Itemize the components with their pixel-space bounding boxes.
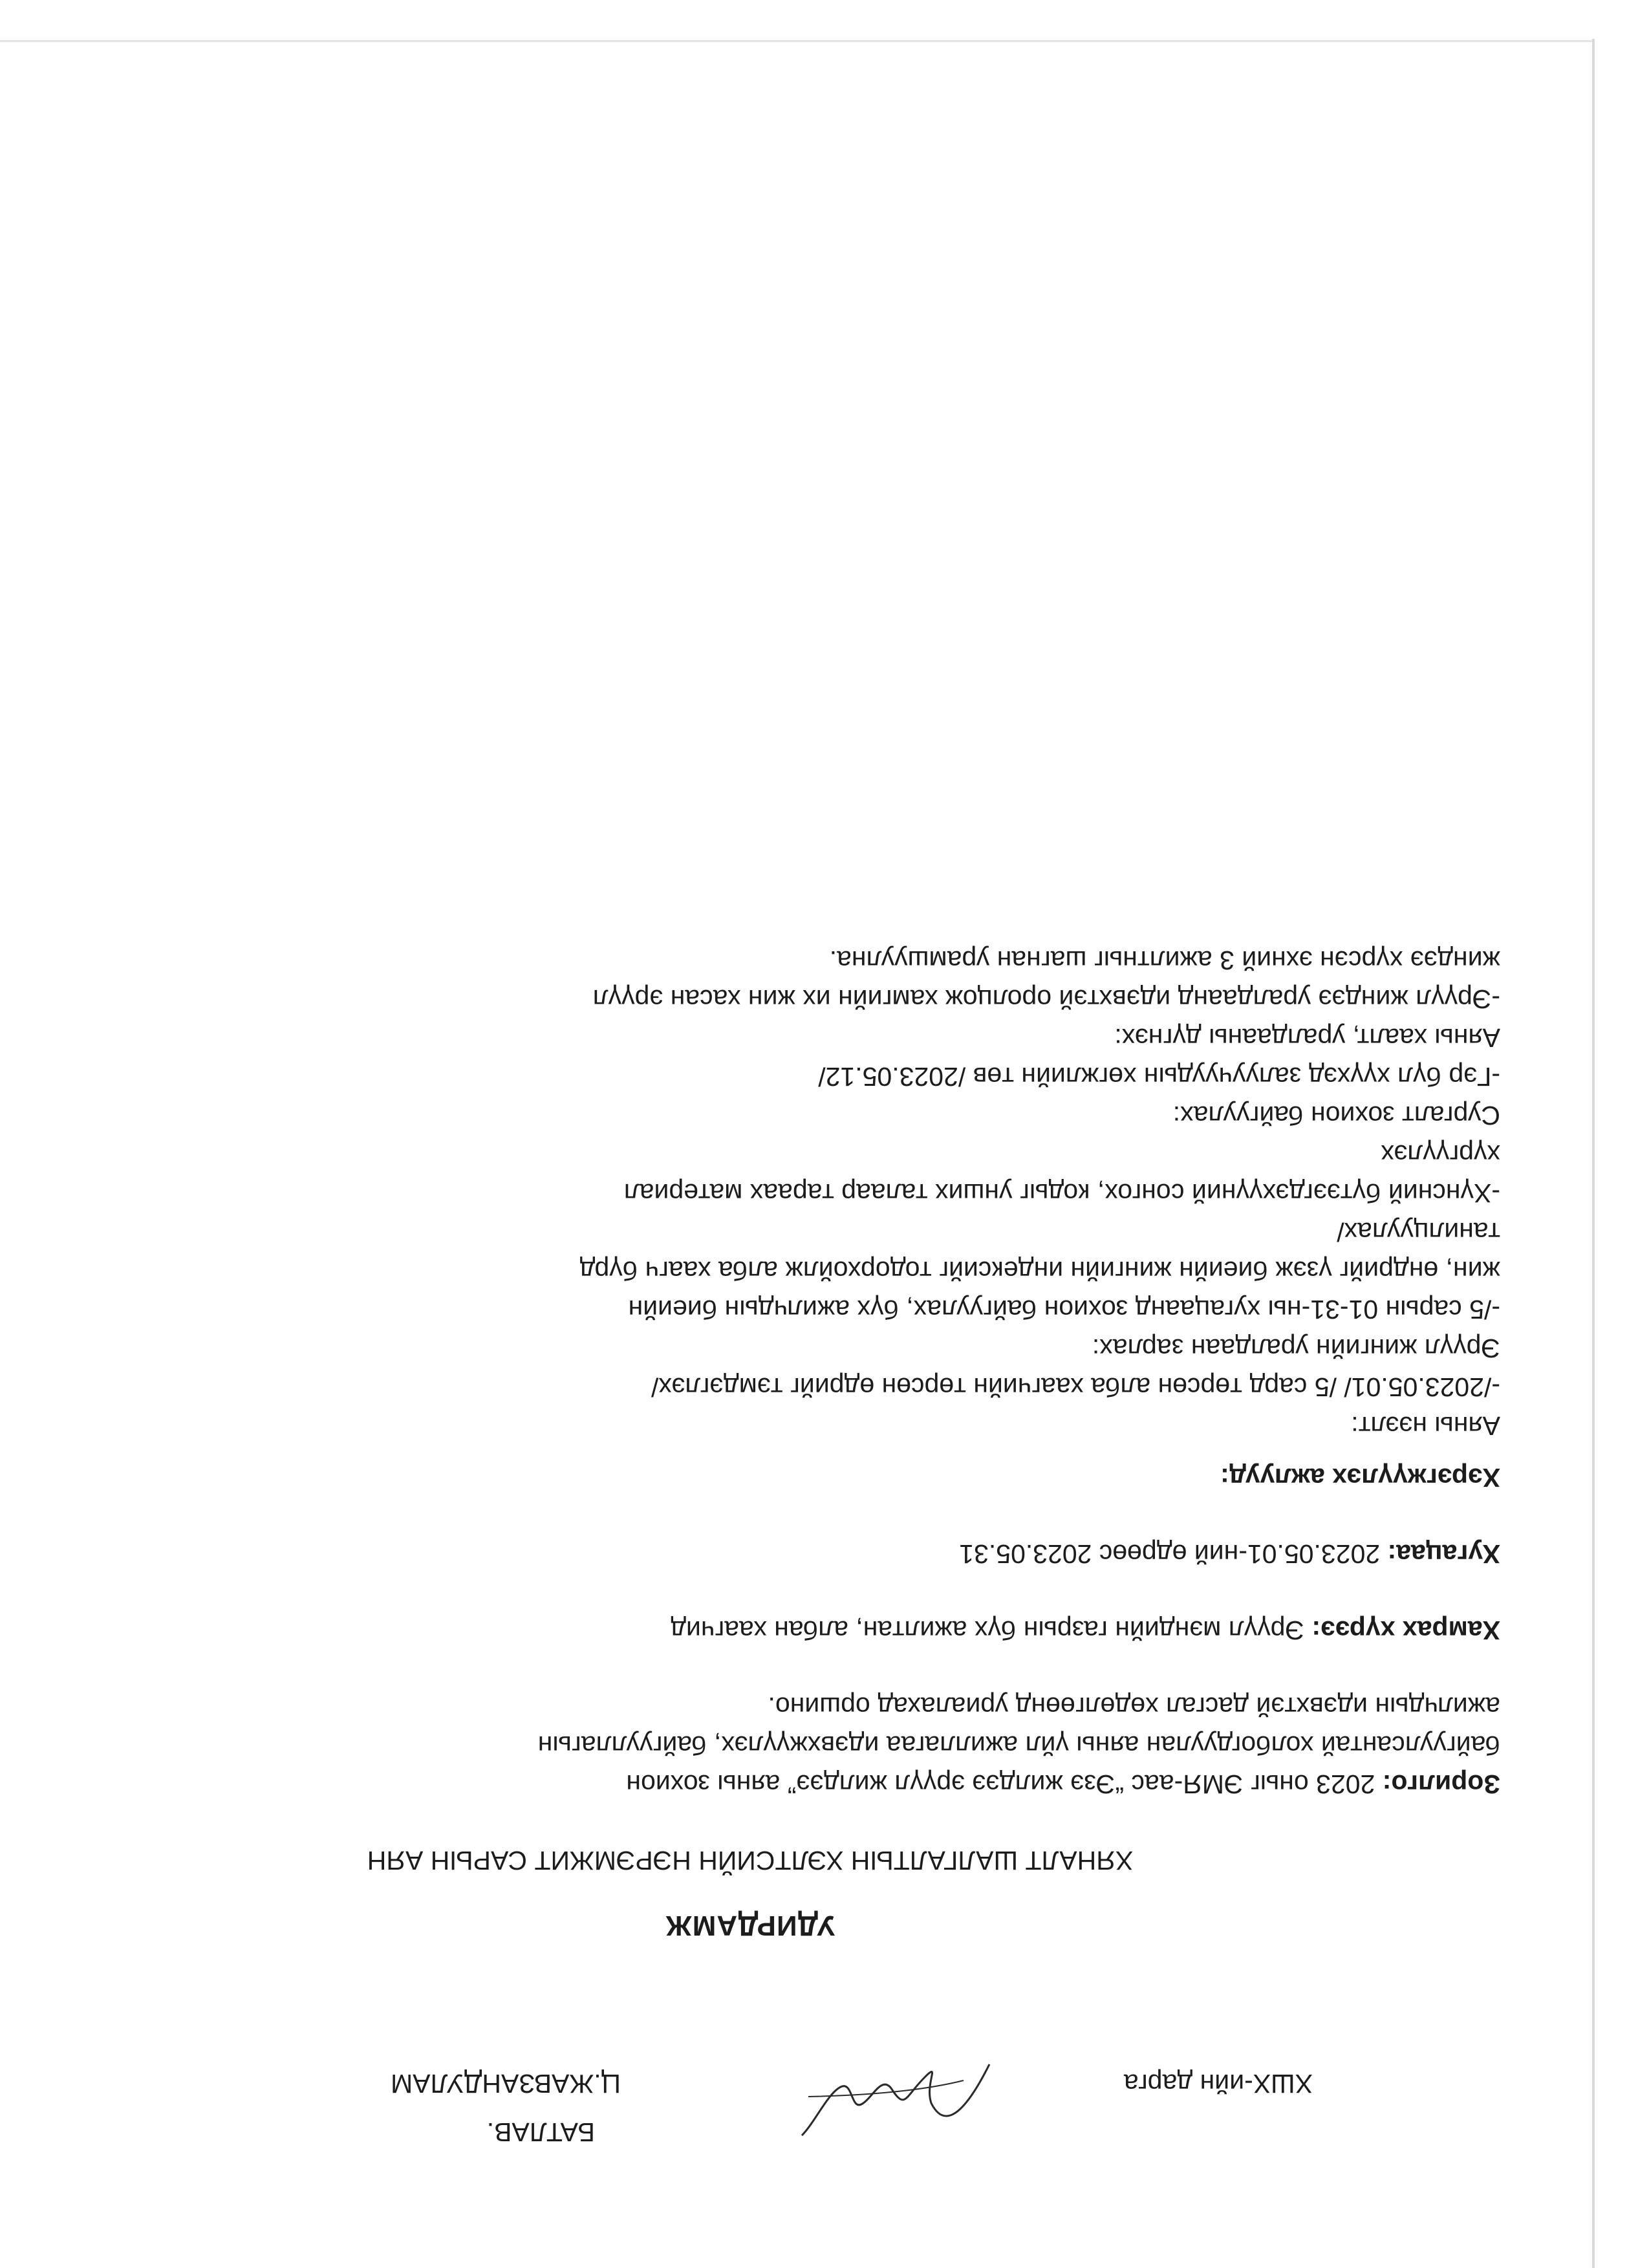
implementation-line: жин, өндрийг үзэж биеийн жингийн индексийг тодорхойлж алба хаагч бүрд: [579, 1256, 1500, 1286]
approver-name: Ц.ЖАВЗАНДУЛАМ: [391, 2069, 621, 2099]
document-subtitle: ХЯНАЛТ ШАЛГАЛТЫН ХЭЛТСИЙН НЭРЭМЖИТ САРЫН АЯН: [367, 1846, 1134, 1875]
implementation-line: -/5 сарын 01-31-ны хугацаанд зохион байгуулах, бүх ажилчдын биеийн: [628, 1295, 1500, 1324]
implementation-line: -Гэр бүл хүүхэд залуучуудын хөгжлийн төв /2023.05.12/: [818, 1062, 1500, 1092]
implementation-line: хүргүүлэх: [1381, 1139, 1500, 1169]
implementation-line: Аяны хаалт, уралдааны дүгнэх:: [1114, 1023, 1500, 1053]
implementation-line: -Хүнсний бүтээгдэхүүний сонгох, кодыг унших талаар тараах материал: [623, 1178, 1500, 1208]
implementation-list: [129, 941, 1500, 1445]
goal-line: байгуулсантай холбогдуулан аяны үйл ажиллагаа идэвхжүүлэх, байгууллагын: [537, 1731, 1500, 1760]
goal-section: [129, 1687, 1500, 1804]
implementation-line: -/2023.05.01/ /5 сард төрсөн алба хаагчийн төрсөн өдрийг тэмдэглэх/: [651, 1372, 1500, 1402]
approval-block: [129, 1990, 1500, 2152]
goal-line: ажилчдын идэвхтэй дасгал хөдөлгөөнд уриалахад оршино.: [768, 1692, 1500, 1722]
implementation-label: Хэрэгжүүлэх ажлууд:: [1220, 1463, 1500, 1493]
goal-label: Зорилго:: [1382, 1769, 1500, 1799]
scope-label: Хамрах хүрээ:: [1311, 1615, 1500, 1645]
scope-section: [129, 1611, 1500, 1650]
implementation-line: Эрүүл жингийн уралдаан зарлах:: [1092, 1334, 1500, 1363]
duration-label: Хугацаа:: [1387, 1539, 1500, 1569]
approval-line: [149, 2064, 1313, 2103]
approval-title: БАТЛАВ.: [486, 2117, 595, 2147]
scope-text: Эрүүл мэндийн газрын бүх ажилтан, албан хаагчид: [671, 1615, 1305, 1645]
implementation-line: Аяны нээлт:: [1351, 1411, 1500, 1441]
implementation-line: жиндээ хүрсэн эхний 3 ажилтныг шагнан урамшуулна.: [829, 945, 1500, 975]
duration-text: 2023.05.01-ний өдрөөс 2023.05.31: [959, 1539, 1381, 1569]
implementation-section: [129, 941, 1500, 1497]
signature-mark: [795, 2045, 1002, 2142]
approver-role: ХШХ-ийн дарга: [1123, 2069, 1313, 2099]
goal-line: 2023 оныг ЭМЯ-аас “Эзэ жилдээ эрүүл жилдээ” аяны зохион: [626, 1769, 1375, 1799]
implementation-line: Сургалт зохион байгуулах:: [1172, 1101, 1500, 1130]
document-title: УДИРДАМЖ: [665, 1910, 835, 1941]
implementation-line: -Эрүүл жиндээ уралдаанд идэвхтэй оролцож хамгийн их жин хасан эрүүл: [592, 984, 1500, 1014]
document-content: [129, 941, 1500, 2152]
implementation-line: танилцуулах/: [1337, 1217, 1500, 1247]
duration-section: [129, 1535, 1500, 1573]
